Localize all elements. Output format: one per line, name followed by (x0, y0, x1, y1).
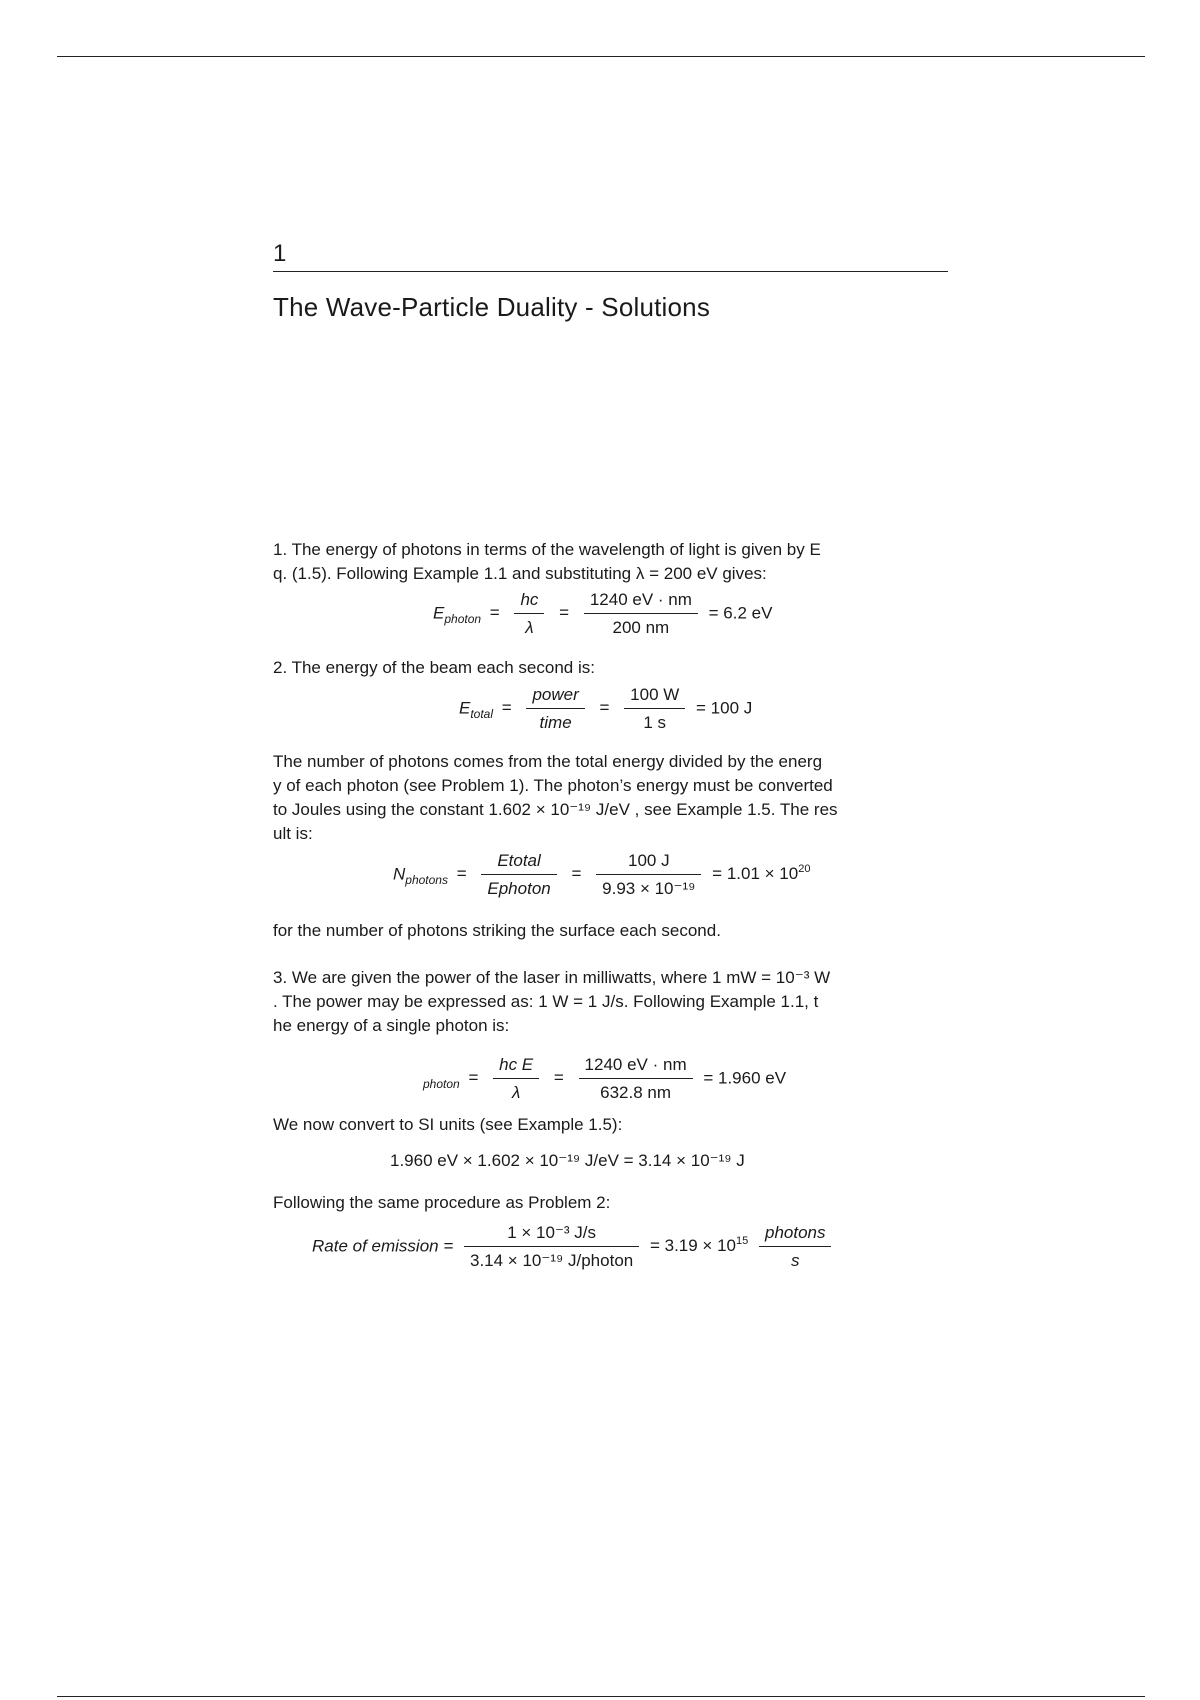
eq6-lhs: Rate of emission = (312, 1236, 454, 1256)
eq1-lhs: E (433, 603, 445, 623)
page-top-rule (57, 56, 1145, 57)
equation-laser-photon-energy (423, 1055, 786, 1103)
eq1-equals-a: = (489, 603, 500, 623)
eq6-result-exp: 15 (736, 1235, 749, 1248)
eq3-frac1-den: Ephoton (487, 879, 551, 898)
eq2-lhs: E (459, 698, 471, 718)
eq2-frac1-den: time (539, 713, 572, 732)
eq6-frac1-den: 3.14 × 10⁻¹⁹ J/photon (470, 1251, 634, 1270)
eq6-result-base: = 3.19 × 10 (649, 1236, 736, 1256)
eq4-equals-b: = (553, 1068, 564, 1088)
eq1-frac2-num: 1240 eV · nm (584, 590, 698, 614)
equation-total-energy (459, 685, 752, 733)
eq3-result (712, 864, 810, 883)
eq4-equals-a: = (468, 1068, 479, 1088)
eq3-equals-b: = (571, 864, 582, 884)
eq6-frac1-num: 1 × 10⁻³ J/s (464, 1223, 639, 1247)
problem-3-text: 3. We are given the power of the laser in milliwatts, where 1 mW = 10⁻³ W . The power may be expressed as: 1 W = 1 J/s. Following Example 1.1, t he energy of a single photon is: (273, 968, 831, 1035)
photon-count-text: The number of photons comes from the total energy divided by the energ y of each photon (see Problem 1). The photon’s energy must be converted to Joules using the constant 1.602 × 10⁻¹⁹ J/eV , see Example 1.5. The res ult is: (273, 752, 838, 843)
problem-2-text: 2. The energy of the beam each second is: (273, 658, 595, 677)
eq2-frac2-den: 1 s (643, 713, 667, 732)
eq6-frac2-den: s (790, 1251, 800, 1270)
photon-count-conclusion: for the number of photons striking the surface each second. (273, 921, 721, 940)
eq3-lhs: N (393, 864, 406, 884)
eq2-result: = 100 J (696, 698, 753, 718)
chapter-number: 1 (273, 240, 287, 267)
problem-1-text: 1. The energy of photons in terms of the wavelength of light is given by E q. (1.5). Following Example 1.1 and substituting λ = 200 eV gives: (273, 540, 821, 583)
eq2-equals-a: = (501, 698, 512, 718)
eq3-frac2-den: 9.93 × 10⁻¹⁹ (602, 879, 696, 898)
eq2-frac2-num: 100 W (624, 685, 685, 709)
eq4-frac2-den: 632.8 nm (600, 1083, 672, 1102)
eq2-equals-b: = (599, 698, 610, 718)
eq3-equals-a: = (456, 864, 467, 884)
eq1-lhs-sub: photon (444, 612, 482, 627)
eq6-frac2-num: photons (759, 1223, 832, 1247)
eq1-frac2-den: 200 nm (612, 618, 670, 637)
si-conversion-text: We now convert to SI units (see Example 1.5): (273, 1115, 623, 1134)
eq2-frac1-num: power (526, 685, 584, 709)
chapter-rule (273, 271, 948, 272)
equation-si-conversion: 1.960 eV × 1.602 × 10⁻¹⁹ J/eV = 3.14 × 10⁻¹⁹ J (390, 1151, 745, 1170)
eq1-result: = 6.2 eV (708, 603, 773, 623)
eq6-result (650, 1236, 748, 1255)
eq4-frac1-den: λ (511, 1083, 521, 1102)
eq3-lhs-sub: photons (405, 873, 448, 888)
equation-photon-count (393, 851, 810, 899)
equation-emission-rate (312, 1223, 837, 1271)
eq1-frac1-den: λ (525, 618, 534, 637)
eq4-lhs-sub: photon (423, 1077, 460, 1092)
equation-photon-energy (433, 590, 772, 638)
eq3-result-base: = 1.01 × 10 (712, 864, 799, 884)
eq3-frac2-num: 100 J (596, 851, 701, 875)
eq4-frac2-num: 1240 eV · nm (579, 1055, 693, 1079)
eq1-frac1-num: hc (514, 590, 544, 614)
procedure-text: Following the same procedure as Problem 2: (273, 1193, 611, 1212)
chapter-title: The Wave-Particle Duality - Solutions (273, 292, 711, 322)
eq3-result-exp: 20 (798, 863, 811, 876)
eq1-equals-b: = (559, 603, 570, 623)
eq4-result: = 1.960 eV (703, 1068, 787, 1088)
eq4-frac1-num: hc E (493, 1055, 539, 1079)
eq2-lhs-sub: total (470, 707, 494, 722)
page-bottom-rule (57, 1696, 1145, 1697)
eq3-frac1-num: Etotal (481, 851, 556, 875)
